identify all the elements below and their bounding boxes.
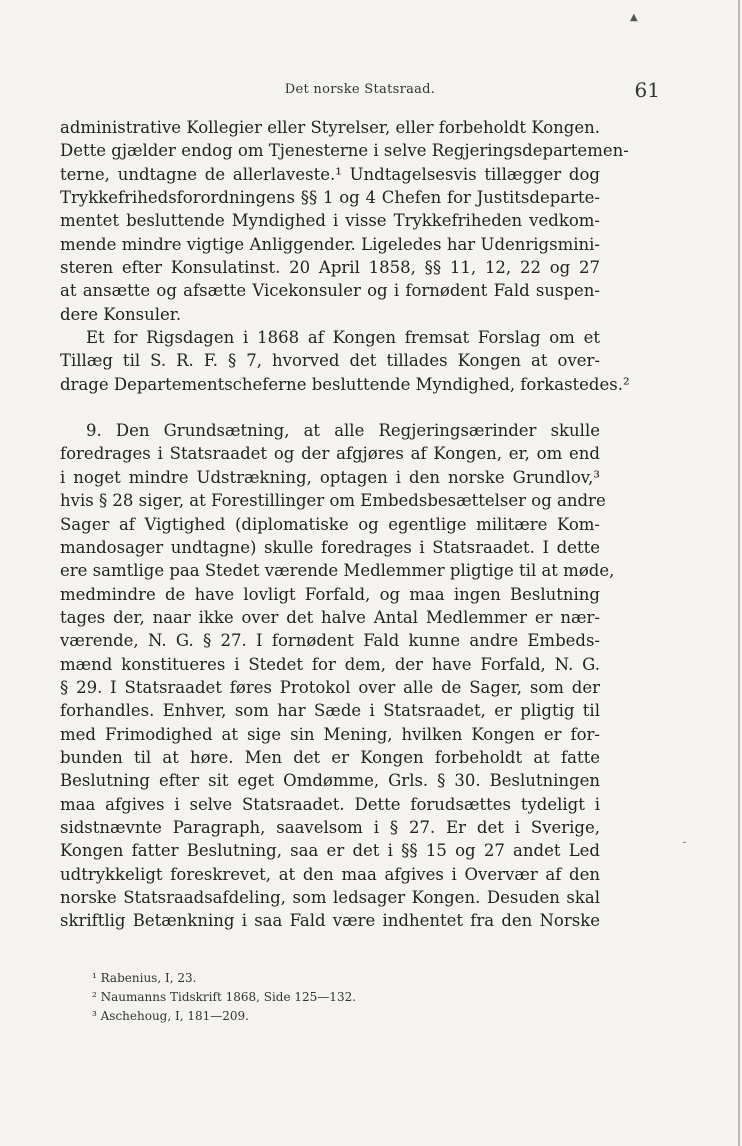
text-line: at ansætte og afsætte Vicekonsuler og i fornødent Fald suspen- (60, 281, 600, 301)
paragraph-3 (60, 419, 615, 933)
text-line: forhandles. Enhver, som har Sæde i Statsraadet, er pligtig til (60, 701, 600, 721)
text-line: Et for Rigsdagen i 1868 af Kongen fremsat Forslag om et (86, 328, 600, 348)
paragraph-2 (60, 326, 630, 396)
text-line: foredrages i Statsraadet og der afgjøres af Kongen, er, om end (60, 444, 600, 464)
text-line: mænd konstitueres i Stedet for dem, der have Forfald, N. G. (60, 654, 600, 674)
text-line: Beslutning efter sit eget Omdømme, Grls. § 30. Beslutningen (60, 771, 600, 791)
text-line: mentet besluttende Myndighed i visse Trykkefriheden vedkom- (60, 211, 600, 231)
speck-mark: ▲ (630, 12, 638, 23)
footnotes (92, 969, 492, 1026)
footnote: ² Naumanns Tidskrift 1868, Side 125—132. (92, 990, 357, 1004)
text-line: mandosager undtagne) skulle foredrages i Statsraadet. I dette (60, 537, 600, 557)
text-line: steren efter Konsulatinst. 20 April 1858, §§ 11, 12, 22 og 27 (60, 258, 600, 278)
text-line: Dette gjælder endog om Tjenesterne i selve Regjeringsdepartemen- (60, 141, 629, 161)
text-line: mende mindre vigtige Anliggender. Ligeledes har Udenrigsmini- (60, 234, 600, 254)
text-line: Sager af Vigtighed (diplomatiske og egentlige militære Kom- (60, 514, 600, 534)
text-line: terne, undtagne de allerlaveste.¹ Undtagelsesvis tillægger dog (60, 164, 600, 184)
text-line: bunden til at høre. Men det er Kongen forbeholdt at fatte (60, 747, 600, 767)
text-line: § 29. I Statsraadet føres Protokol over alle de Sager, som der (60, 677, 600, 697)
text-line: værende, N. G. § 27. I fornødent Fald kunne andre Embeds- (60, 631, 600, 651)
speck-mark: ˘ (682, 842, 687, 853)
page-edge (738, 0, 740, 1146)
text-line: medmindre de have lovligt Forfald, og maa ingen Beslutning (60, 584, 600, 604)
running-title: Det norske Statsraad. (284, 82, 436, 97)
text-line: Tillæg til S. R. F. § 7, hvorved det tillades Kongen at over- (60, 351, 600, 371)
text-line: administrative Kollegier eller Styrelser, eller forbeholdt Kongen. (60, 118, 600, 137)
text-line: i noget mindre Udstrækning, optagen i den norske Grundlov,³ (60, 467, 600, 487)
text-line: med Frimodighed at sige sin Mening, hvilken Kongen er for- (60, 724, 600, 744)
paragraph-1 (60, 116, 629, 326)
text-line: Kongen fatter Beslutning, saa er det i §§ 15 og 27 andet Led (60, 841, 600, 861)
text-line: 9. Den Grundsætning, at alle Regjeringsærinder skulle (86, 421, 600, 441)
text-line: dere Konsuler. (60, 304, 182, 324)
text-line: drage Departementscheferne besluttende Myndighed, forkastedes.² (60, 374, 630, 394)
page-number: 61 (634, 78, 660, 102)
text-line: norske Statsraadsafdeling, som ledsager Kongen. Desuden skal (60, 888, 600, 907)
text-line: tages der, naar ikke over det halve Antal Medlemmer er nær- (60, 607, 600, 627)
text-line: udtrykkeligt foreskrevet, at den maa afgives i Overvær af den (60, 864, 600, 884)
text-line: sidstnævnte Paragraph, saavelsom i § 27. Er det i Sverige, (60, 817, 600, 837)
text-line: maa afgives i selve Statsraadet. Dette forudsættes tydeligt i (60, 794, 600, 814)
footnote: ³ Aschehoug, I, 181—209. (92, 1009, 249, 1023)
text-line: ere samtlige paa Stedet værende Medlemmer pligtige til at møde, (60, 561, 615, 581)
footnote: ¹ Rabenius, I, 23. (92, 971, 197, 985)
text-line: skriftlig Betænkning i saa Fald være indhentet fra den Norske (60, 911, 600, 931)
text-line: hvis § 28 siger, at Forestillinger om Embedsbesættelser og andre (60, 491, 606, 511)
page-header (60, 78, 660, 102)
section-gap (60, 396, 600, 419)
text-line: Trykkefrihedsforordningens §§ 1 og 4 Chefen for Justitsdeparte- (60, 188, 600, 208)
body-text (60, 116, 630, 933)
